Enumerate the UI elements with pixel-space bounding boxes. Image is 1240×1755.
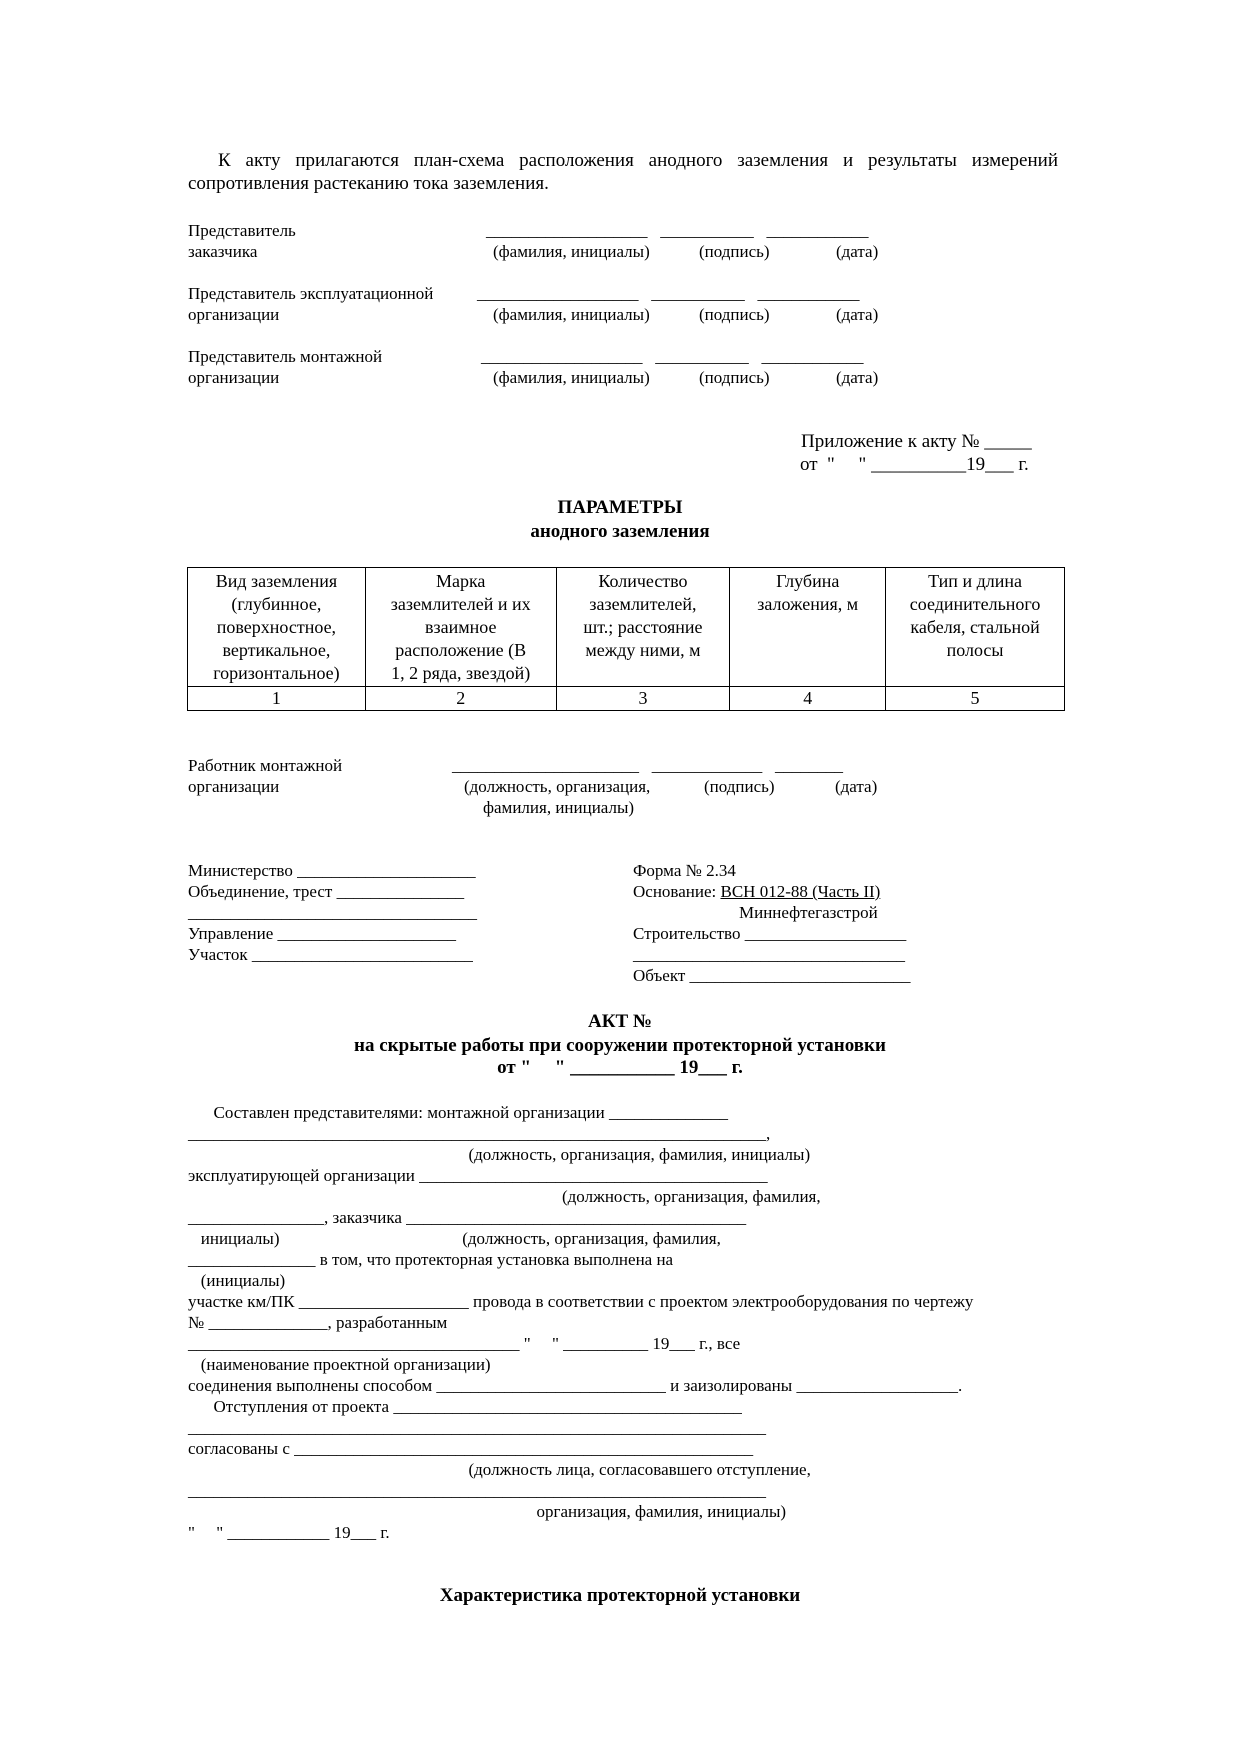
characteristics-title: Характеристика протекторной установки	[439, 1585, 801, 1606]
table-cell: 4	[730, 687, 886, 711]
caption-date: (дата)	[836, 305, 879, 324]
body-caption: инициалы) (должность, организация, фамилия,	[188, 1229, 721, 1248]
caption-signature: (подпись)	[699, 242, 770, 261]
role-label: Представитель эксплуатационной	[188, 284, 434, 303]
ministry-line: Министерство _____________________	[188, 861, 476, 880]
body-line: Составлен представителями: монтажной организации ______________	[188, 1103, 728, 1122]
body-caption: (наименование проектной организации)	[188, 1355, 491, 1374]
signature-lines: ___________________ ___________ ____________	[481, 347, 864, 366]
intro-paragraph: К акту прилагаются план-схема расположения анодного заземления и результаты измерений сопротивления растеканию тока заземления.	[188, 150, 1058, 194]
object-line: Объект __________________________	[633, 966, 911, 985]
table-header-cell: Тип и длина соединительного кабеля, стальной полосы	[886, 568, 1065, 687]
parameters-table	[187, 567, 1065, 711]
table-cell: 2	[365, 687, 556, 711]
role-label: организации	[188, 777, 280, 796]
table-header-cell: Глубина заложения, м	[730, 568, 886, 687]
body-line: _______________________________________ " " __________ 19___ г., все	[188, 1334, 741, 1353]
body-caption: организация, фамилия, инициалы)	[188, 1502, 787, 1521]
caption-name: (фамилия, инициалы)	[493, 242, 650, 261]
caption-position: (должность, организация,	[464, 777, 651, 796]
act-title: АКТ №	[587, 1011, 652, 1032]
table-number-row	[188, 687, 1065, 711]
body-caption: (должность, организация, фамилия, инициалы)	[188, 1145, 811, 1164]
params-subtitle: анодного заземления	[530, 521, 710, 542]
role-label: Представитель	[188, 221, 296, 240]
params-title: ПАРАМЕТРЫ	[557, 497, 683, 518]
section-line: Участок __________________________	[188, 945, 473, 964]
body-line: ____________________________________________________________________	[188, 1418, 766, 1437]
appendix-reference: Приложение к акту № _____	[801, 431, 1032, 452]
caption-signature: (подпись)	[704, 777, 775, 796]
body-line: эксплуатирующей организации _________________________________________	[188, 1166, 768, 1185]
body-line: № ______________, разработанным	[188, 1313, 448, 1332]
role-label: Представитель монтажной	[188, 347, 383, 366]
table-cell: 5	[886, 687, 1065, 711]
table-cell: 1	[188, 687, 366, 711]
caption-date: (дата)	[836, 368, 879, 387]
body-line: согласованы с ______________________________________________________	[188, 1439, 754, 1458]
caption-signature: (подпись)	[699, 368, 770, 387]
body-line: ____________________________________________________________________	[188, 1481, 766, 1500]
body-line: участке км/ПК ____________________ провода в соответствии с проектом электрооборудования по чертежу	[188, 1292, 974, 1311]
caption-position-cont: фамилия, инициалы)	[483, 798, 635, 817]
caption-date: (дата)	[836, 242, 879, 261]
caption-date: (дата)	[835, 777, 878, 796]
body-line: " " ____________ 19___ г.	[188, 1523, 390, 1542]
construction-line: Строительство ___________________	[633, 924, 907, 943]
basis-label: Основание:	[633, 882, 721, 901]
appendix-date: от " " __________19___ г.	[800, 454, 1029, 475]
role-label: Работник монтажной	[188, 756, 343, 775]
signature-lines: ___________________ ___________ ____________	[477, 284, 860, 303]
body-caption: (должность лица, согласовавшего отступление,	[188, 1460, 811, 1479]
body-line: _______________ в том, что протекторная установка выполнена на	[188, 1250, 674, 1269]
body-caption: (должность, организация, фамилия,	[188, 1187, 821, 1206]
basis-line	[633, 883, 880, 900]
signature-lines: ___________________ ___________ ____________	[486, 221, 869, 240]
table-header-cell: Количество заземлителей, шт.; расстояние между ними, м	[556, 568, 730, 687]
role-label: организации	[188, 368, 280, 387]
table-cell: 3	[556, 687, 730, 711]
ministry-name: Миннефтегазстрой	[739, 903, 878, 922]
management-line: Управление _____________________	[188, 924, 457, 943]
table-header-row	[188, 568, 1065, 687]
table-header-cell: Вид заземления (глубинное, поверхностное, вертикальное, горизонтальное)	[188, 568, 366, 687]
blank-line: __________________________________	[188, 903, 477, 922]
basis-link[interactable]: ВСН 012-88 (Часть II)	[720, 882, 881, 901]
body-line: ____________________________________________________________________,	[188, 1124, 771, 1143]
body-line: Отступления от проекта _________________________________________	[188, 1397, 742, 1416]
body-line: ________________, заказчика ________________________________________	[188, 1208, 747, 1227]
blank-line: ________________________________	[633, 945, 905, 964]
act-subtitle: на скрытые работы при сооружении протекторной установки	[354, 1035, 886, 1056]
role-label: заказчика	[188, 242, 258, 261]
signature-lines: ______________________ _____________ ________	[452, 756, 843, 775]
act-date: от " " ___________ 19___ г.	[497, 1057, 743, 1078]
association-line: Объединение, трест _______________	[188, 882, 465, 901]
caption-signature: (подпись)	[699, 305, 770, 324]
form-number: Форма № 2.34	[633, 861, 736, 880]
body-line: соединения выполнены способом ___________________________ и заизолированы ___________________.	[188, 1376, 963, 1395]
body-caption: (инициалы)	[188, 1271, 286, 1290]
caption-name: (фамилия, инициалы)	[493, 368, 650, 387]
role-label: организации	[188, 305, 280, 324]
table-header-cell: Марка заземлителей и их взаимное расположение (В 1, 2 ряда, звездой)	[365, 568, 556, 687]
caption-name: (фамилия, инициалы)	[493, 305, 650, 324]
